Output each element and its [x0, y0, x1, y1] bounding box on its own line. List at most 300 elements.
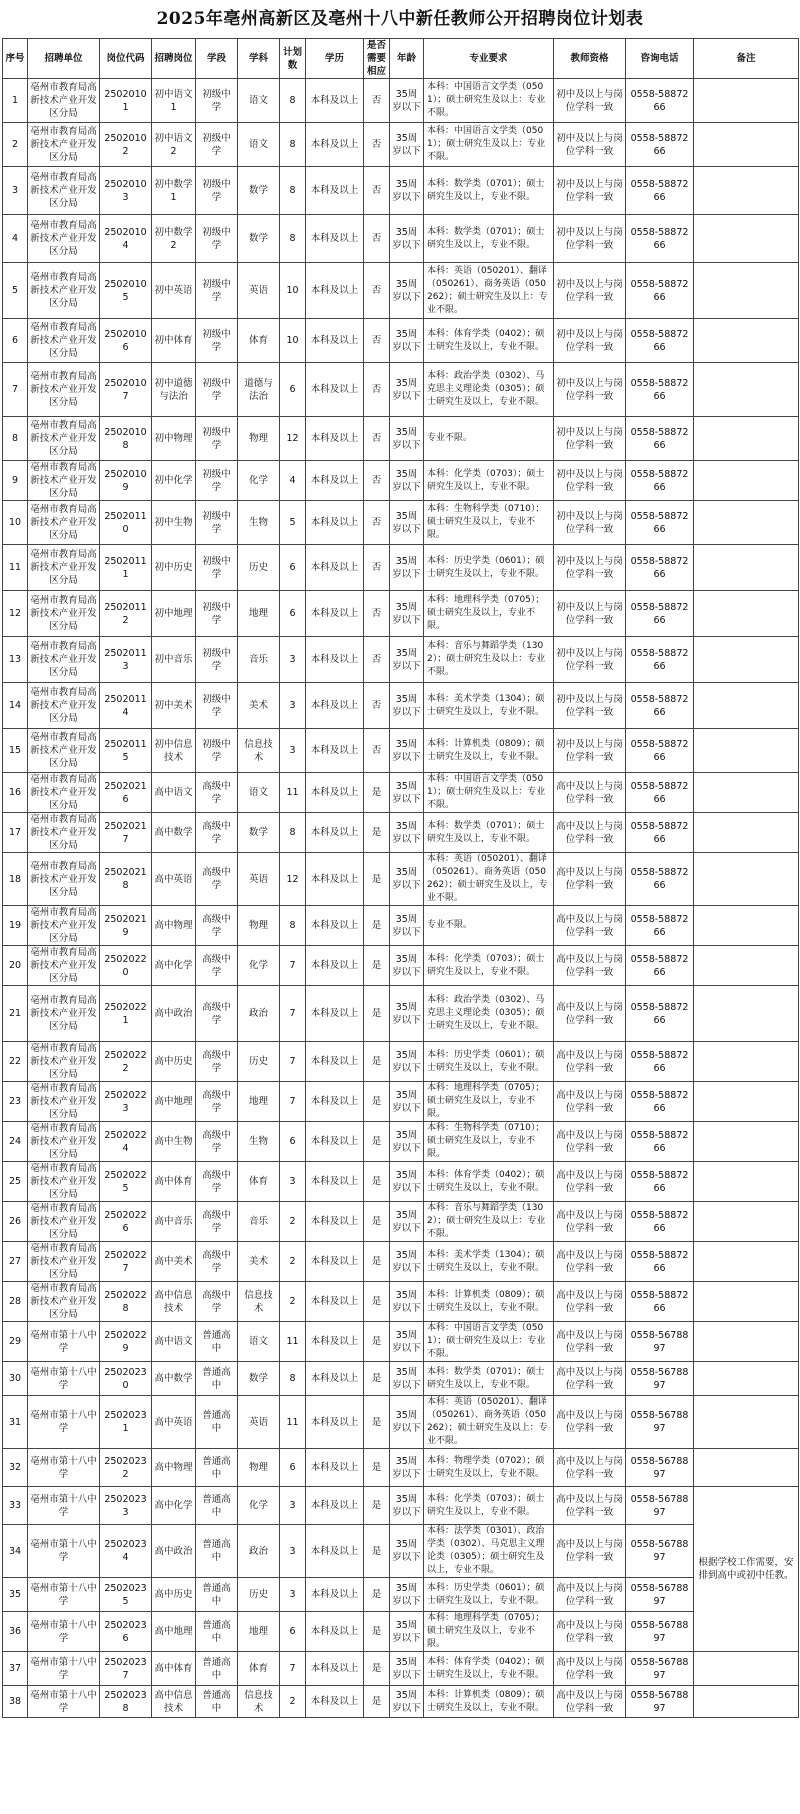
table-cell: 2 — [280, 1686, 306, 1718]
table-cell: 否 — [364, 215, 390, 263]
table-cell: 0558-5887266 — [626, 123, 694, 167]
table-cell: 35周岁以下 — [390, 986, 424, 1042]
table-row — [3, 263, 799, 319]
table-row — [3, 1487, 799, 1525]
table-cell: 35周岁以下 — [390, 906, 424, 946]
table-header-row — [3, 39, 799, 79]
table-cell: 12 — [280, 853, 306, 906]
table-cell: 美术 — [238, 1242, 280, 1282]
table-cell: 35周岁以下 — [390, 215, 424, 263]
table-cell: 高中语文 — [152, 773, 196, 813]
table-cell: 本科：历史学类（0601）；硕士研究生及以上，专业不限。 — [424, 1578, 554, 1612]
table-cell: 35周岁以下 — [390, 501, 424, 545]
table-cell: 物理 — [238, 417, 280, 461]
table-cell: 本科及以上 — [306, 363, 364, 417]
remark-empty-cell — [694, 1042, 799, 1082]
table-cell: 音乐 — [238, 1202, 280, 1242]
table-body — [3, 79, 799, 1718]
table-cell: 34 — [3, 1525, 28, 1578]
table-cell: 本科及以上 — [306, 545, 364, 591]
table-cell: 3 — [3, 167, 28, 215]
table-cell: 3 — [280, 637, 306, 683]
table-cell: 0558-5887266 — [626, 813, 694, 853]
table-cell: 本科：政治学类（0302）、马克思主义理论类（0305）；硕士研究生及以上，专业不限。 — [424, 363, 554, 417]
table-cell: 7 — [280, 1042, 306, 1082]
table-cell: 0558-5887266 — [626, 1242, 694, 1282]
table-cell: 11 — [280, 1396, 306, 1449]
table-cell: 数学 — [238, 215, 280, 263]
table-cell: 25020108 — [100, 417, 152, 461]
table-row — [3, 1282, 799, 1322]
table-row — [3, 1162, 799, 1202]
table-cell: 信息技术 — [238, 1282, 280, 1322]
table-cell: 初中体育 — [152, 319, 196, 363]
document-title: 2025年亳州高新区及亳州十八中新任教师公开招聘岗位计划表 — [156, 9, 644, 29]
remark-empty-cell — [694, 461, 799, 501]
table-cell: 否 — [364, 123, 390, 167]
column-header: 咨询电话 — [626, 39, 694, 79]
table-cell: 是 — [364, 1525, 390, 1578]
table-cell: 35周岁以下 — [390, 773, 424, 813]
table-cell: 亳州市教育局高新技术产业开发区分局 — [28, 319, 100, 363]
table-cell: 初级中学 — [196, 545, 238, 591]
table-cell: 本科及以上 — [306, 79, 364, 123]
column-header: 序号 — [3, 39, 28, 79]
table-cell: 高中数学 — [152, 1362, 196, 1396]
table-cell: 本科：英语（050201）、翻译（050261）、商务英语（050262）；硕士研究生及以上，专业不限。 — [424, 853, 554, 906]
table-cell: 35周岁以下 — [390, 946, 424, 986]
table-cell: 初中数学1 — [152, 167, 196, 215]
table-cell: 本科：数学类（0701）；硕士研究生及以上，专业不限。 — [424, 215, 554, 263]
table-row — [3, 683, 799, 729]
table-cell: 本科及以上 — [306, 1487, 364, 1525]
table-cell: 3 — [280, 1525, 306, 1578]
table-cell: 初中及以上与岗位学科一致 — [554, 363, 626, 417]
table-cell: 否 — [364, 417, 390, 461]
table-cell: 初中英语 — [152, 263, 196, 319]
table-cell: 11 — [280, 773, 306, 813]
table-cell: 16 — [3, 773, 28, 813]
table-cell: 6 — [3, 319, 28, 363]
table-cell: 历史 — [238, 545, 280, 591]
table-cell: 2 — [3, 123, 28, 167]
table-cell: 35周岁以下 — [390, 263, 424, 319]
table-cell: 语文 — [238, 123, 280, 167]
table-cell: 25020236 — [100, 1612, 152, 1652]
table-cell: 1 — [3, 79, 28, 123]
table-cell: 高中及以上与岗位学科一致 — [554, 1082, 626, 1122]
table-cell: 亳州市教育局高新技术产业开发区分局 — [28, 986, 100, 1042]
table-cell: 0558-5887266 — [626, 1082, 694, 1122]
table-cell: 是 — [364, 1282, 390, 1322]
column-header: 招聘单位 — [28, 39, 100, 79]
table-cell: 0558-5887266 — [626, 773, 694, 813]
table-cell: 初级中学 — [196, 637, 238, 683]
table-cell: 普通高中 — [196, 1322, 238, 1362]
table-cell: 25020224 — [100, 1122, 152, 1162]
table-cell: 本科：化学类（0703）；硕士研究生及以上，专业不限。 — [424, 946, 554, 986]
table-cell: 亳州市第十八中学 — [28, 1686, 100, 1718]
table-cell: 亳州市教育局高新技术产业开发区分局 — [28, 1042, 100, 1082]
table-row — [3, 813, 799, 853]
table-cell: 否 — [364, 501, 390, 545]
table-cell: 35周岁以下 — [390, 591, 424, 637]
table-cell: 0558-5678897 — [626, 1525, 694, 1578]
table-cell: 否 — [364, 319, 390, 363]
table-row — [3, 167, 799, 215]
table-cell: 专业不限。 — [424, 906, 554, 946]
table-cell: 亳州市教育局高新技术产业开发区分局 — [28, 215, 100, 263]
table-cell: 初级中学 — [196, 215, 238, 263]
table-cell: 本科及以上 — [306, 986, 364, 1042]
table-cell: 是 — [364, 813, 390, 853]
table-cell: 亳州市教育局高新技术产业开发区分局 — [28, 545, 100, 591]
table-cell: 本科：化学类（0703）；硕士研究生及以上，专业不限。 — [424, 461, 554, 501]
table-cell: 亳州市教育局高新技术产业开发区分局 — [28, 729, 100, 773]
column-header: 教师资格 — [554, 39, 626, 79]
table-cell: 高中及以上与岗位学科一致 — [554, 1612, 626, 1652]
table-cell: 0558-5887266 — [626, 1042, 694, 1082]
table-cell: 本科及以上 — [306, 215, 364, 263]
table-cell: 35周岁以下 — [390, 417, 424, 461]
table-row — [3, 1122, 799, 1162]
table-cell: 否 — [364, 591, 390, 637]
table-row — [3, 1449, 799, 1487]
table-cell: 是 — [364, 1652, 390, 1686]
table-cell: 33 — [3, 1487, 28, 1525]
table-cell: 信息技术 — [238, 729, 280, 773]
table-cell: 8 — [3, 417, 28, 461]
table-cell: 25020227 — [100, 1242, 152, 1282]
table-cell: 高中政治 — [152, 986, 196, 1042]
table-cell: 21 — [3, 986, 28, 1042]
remark-empty-cell — [694, 545, 799, 591]
table-cell: 地理 — [238, 1082, 280, 1122]
table-cell: 是 — [364, 1487, 390, 1525]
table-cell: 高中及以上与岗位学科一致 — [554, 1578, 626, 1612]
table-cell: 8 — [280, 1362, 306, 1396]
table-cell: 是 — [364, 906, 390, 946]
table-cell: 高中物理 — [152, 1449, 196, 1487]
table-cell: 普通高中 — [196, 1578, 238, 1612]
table-row — [3, 501, 799, 545]
column-header: 专业要求 — [424, 39, 554, 79]
table-cell: 25020101 — [100, 79, 152, 123]
table-cell: 本科：地理科学类（0705）；硕士研究生及以上，专业不限。 — [424, 1082, 554, 1122]
column-header: 岗位代码 — [100, 39, 152, 79]
table-cell: 本科及以上 — [306, 1686, 364, 1718]
table-cell: 高中及以上与岗位学科一致 — [554, 1686, 626, 1718]
column-header: 备注 — [694, 39, 799, 79]
table-cell: 初中及以上与岗位学科一致 — [554, 729, 626, 773]
table-cell: 英语 — [238, 1396, 280, 1449]
table-cell: 高中及以上与岗位学科一致 — [554, 773, 626, 813]
table-cell: 本科及以上 — [306, 906, 364, 946]
table-cell: 高级中学 — [196, 813, 238, 853]
table-cell: 普通高中 — [196, 1487, 238, 1525]
table-cell: 本科：化学类（0703）；硕士研究生及以上，专业不限。 — [424, 1487, 554, 1525]
table-cell: 0558-5678897 — [626, 1578, 694, 1612]
table-cell: 11 — [3, 545, 28, 591]
table-cell: 初级中学 — [196, 683, 238, 729]
table-cell: 高级中学 — [196, 853, 238, 906]
table-cell: 是 — [364, 1202, 390, 1242]
table-cell: 高中化学 — [152, 946, 196, 986]
table-cell: 初中及以上与岗位学科一致 — [554, 215, 626, 263]
table-cell: 35周岁以下 — [390, 167, 424, 215]
table-cell: 25020216 — [100, 773, 152, 813]
table-cell: 35周岁以下 — [390, 853, 424, 906]
table-cell: 35周岁以下 — [390, 1122, 424, 1162]
table-cell: 亳州市第十八中学 — [28, 1396, 100, 1449]
table-row — [3, 1042, 799, 1082]
remark-empty-cell — [694, 1162, 799, 1202]
table-cell: 初中及以上与岗位学科一致 — [554, 591, 626, 637]
table-cell: 高中及以上与岗位学科一致 — [554, 1162, 626, 1202]
table-cell: 5 — [280, 501, 306, 545]
table-cell: 地理 — [238, 591, 280, 637]
table-cell: 初级中学 — [196, 167, 238, 215]
table-cell: 25020106 — [100, 319, 152, 363]
table-cell: 本科及以上 — [306, 813, 364, 853]
table-cell: 亳州市第十八中学 — [28, 1322, 100, 1362]
table-cell: 本科及以上 — [306, 729, 364, 773]
remark-empty-cell — [694, 1082, 799, 1122]
remark-empty-cell — [694, 906, 799, 946]
table-cell: 高中历史 — [152, 1042, 196, 1082]
table-cell: 12 — [280, 417, 306, 461]
table-cell: 高中化学 — [152, 1487, 196, 1525]
table-cell: 本科及以上 — [306, 417, 364, 461]
table-cell: 否 — [364, 79, 390, 123]
table-row — [3, 1525, 799, 1578]
table-row — [3, 591, 799, 637]
table-cell: 初中美术 — [152, 683, 196, 729]
remark-empty-cell — [694, 1686, 799, 1718]
table-cell: 本科及以上 — [306, 1122, 364, 1162]
table-cell: 高中及以上与岗位学科一致 — [554, 1322, 626, 1362]
table-cell: 高级中学 — [196, 1242, 238, 1282]
remark-empty-cell — [694, 1122, 799, 1162]
table-cell: 本科及以上 — [306, 461, 364, 501]
table-cell: 18 — [3, 853, 28, 906]
table-cell: 35周岁以下 — [390, 1082, 424, 1122]
table-row — [3, 986, 799, 1042]
remark-empty-cell — [694, 986, 799, 1042]
table-cell: 31 — [3, 1396, 28, 1449]
table-cell: 信息技术 — [238, 1686, 280, 1718]
table-cell: 数学 — [238, 1362, 280, 1396]
table-cell: 本科：法学类（0301）、政治学类（0302）、马克思主义理论类（0305）；硕士研究生及以上，专业不限。 — [424, 1525, 554, 1578]
table-cell: 0558-5887266 — [626, 319, 694, 363]
table-cell: 35周岁以下 — [390, 545, 424, 591]
table-cell: 本科及以上 — [306, 773, 364, 813]
table-cell: 0558-5887266 — [626, 591, 694, 637]
table-cell: 本科及以上 — [306, 263, 364, 319]
table-cell: 地理 — [238, 1612, 280, 1652]
table-cell: 数学 — [238, 813, 280, 853]
table-cell: 3 — [280, 1162, 306, 1202]
table-cell: 普通高中 — [196, 1362, 238, 1396]
table-row — [3, 1082, 799, 1122]
table-cell: 是 — [364, 853, 390, 906]
table-cell: 35周岁以下 — [390, 1362, 424, 1396]
table-cell: 6 — [280, 1122, 306, 1162]
remark-empty-cell — [694, 501, 799, 545]
table-cell: 亳州市教育局高新技术产业开发区分局 — [28, 946, 100, 986]
table-cell: 25020238 — [100, 1686, 152, 1718]
table-cell: 高级中学 — [196, 1122, 238, 1162]
table-cell: 初中语文2 — [152, 123, 196, 167]
table-cell: 8 — [280, 167, 306, 215]
table-cell: 高级中学 — [196, 1162, 238, 1202]
table-cell: 亳州市第十八中学 — [28, 1652, 100, 1686]
table-cell: 高中音乐 — [152, 1202, 196, 1242]
table-cell: 高中及以上与岗位学科一致 — [554, 906, 626, 946]
table-cell: 初级中学 — [196, 461, 238, 501]
table-cell: 音乐 — [238, 637, 280, 683]
table-cell: 0558-5887266 — [626, 946, 694, 986]
table-cell: 亳州市教育局高新技术产业开发区分局 — [28, 591, 100, 637]
table-cell: 初中地理 — [152, 591, 196, 637]
table-cell: 37 — [3, 1652, 28, 1686]
table-cell: 7 — [280, 1082, 306, 1122]
table-cell: 体育 — [238, 1162, 280, 1202]
table-cell: 0558-5887266 — [626, 461, 694, 501]
table-cell: 7 — [280, 946, 306, 986]
table-cell: 35周岁以下 — [390, 1042, 424, 1082]
table-cell: 0558-5887266 — [626, 1282, 694, 1322]
remark-empty-cell — [694, 591, 799, 637]
table-cell: 0558-5887266 — [626, 683, 694, 729]
table-cell: 25020220 — [100, 946, 152, 986]
column-header: 学科 — [238, 39, 280, 79]
table-cell: 否 — [364, 167, 390, 215]
table-row — [3, 1242, 799, 1282]
table-cell: 亳州市教育局高新技术产业开发区分局 — [28, 263, 100, 319]
table-cell: 35周岁以下 — [390, 1525, 424, 1578]
remark-empty-cell — [694, 417, 799, 461]
table-cell: 本科及以上 — [306, 1449, 364, 1487]
table-cell: 初中及以上与岗位学科一致 — [554, 123, 626, 167]
table-cell: 24 — [3, 1122, 28, 1162]
table-cell: 35周岁以下 — [390, 683, 424, 729]
table-cell: 高级中学 — [196, 1042, 238, 1082]
table-row — [3, 363, 799, 417]
table-cell: 35周岁以下 — [390, 461, 424, 501]
table-cell: 35周岁以下 — [390, 1612, 424, 1652]
table-cell: 本科及以上 — [306, 1202, 364, 1242]
table-cell: 高级中学 — [196, 986, 238, 1042]
table-cell: 25020218 — [100, 853, 152, 906]
table-cell: 高中英语 — [152, 853, 196, 906]
table-cell: 亳州市教育局高新技术产业开发区分局 — [28, 1122, 100, 1162]
table-cell: 6 — [280, 363, 306, 417]
remark-empty-cell — [694, 683, 799, 729]
remark-cell: 根据学校工作需要，安排到高中或初中任教。 — [694, 1487, 799, 1652]
table-cell: 亳州市教育局高新技术产业开发区分局 — [28, 1082, 100, 1122]
table-row — [3, 417, 799, 461]
table-cell: 25020221 — [100, 986, 152, 1042]
table-cell: 高中信息技术 — [152, 1282, 196, 1322]
table-cell: 高中及以上与岗位学科一致 — [554, 1122, 626, 1162]
table-cell: 是 — [364, 946, 390, 986]
table-cell: 高中及以上与岗位学科一致 — [554, 1487, 626, 1525]
table-cell: 亳州市教育局高新技术产业开发区分局 — [28, 1242, 100, 1282]
table-cell: 初级中学 — [196, 363, 238, 417]
table-cell: 高中及以上与岗位学科一致 — [554, 853, 626, 906]
table-cell: 35周岁以下 — [390, 1686, 424, 1718]
table-cell: 本科：数学类（0701）；硕士研究生及以上，专业不限。 — [424, 1362, 554, 1396]
table-cell: 本科：体育学类（0402）；硕士研究生及以上，专业不限。 — [424, 319, 554, 363]
table-cell: 初级中学 — [196, 417, 238, 461]
table-cell: 35周岁以下 — [390, 1652, 424, 1686]
table-cell: 初级中学 — [196, 501, 238, 545]
table-cell: 亳州市教育局高新技术产业开发区分局 — [28, 853, 100, 906]
table-row — [3, 79, 799, 123]
table-cell: 历史 — [238, 1042, 280, 1082]
table-cell: 否 — [364, 637, 390, 683]
table-cell: 8 — [280, 906, 306, 946]
table-cell: 8 — [280, 123, 306, 167]
table-cell: 体育 — [238, 1652, 280, 1686]
table-cell: 13 — [3, 637, 28, 683]
table-cell: 是 — [364, 1042, 390, 1082]
table-cell: 化学 — [238, 461, 280, 501]
table-cell: 否 — [364, 461, 390, 501]
table-cell: 0558-5887266 — [626, 986, 694, 1042]
table-cell: 初级中学 — [196, 729, 238, 773]
table-cell: 初中及以上与岗位学科一致 — [554, 683, 626, 729]
table-cell: 初中历史 — [152, 545, 196, 591]
remark-empty-cell — [694, 813, 799, 853]
table-cell: 初中信息技术 — [152, 729, 196, 773]
remark-empty-cell — [694, 946, 799, 986]
table-cell: 亳州市第十八中学 — [28, 1525, 100, 1578]
table-cell: 本科：数学类（0701）；硕士研究生及以上，专业不限。 — [424, 167, 554, 215]
table-cell: 初级中学 — [196, 123, 238, 167]
table-cell: 本科：生物科学类（0710）；硕士研究生及以上，专业不限。 — [424, 501, 554, 545]
table-cell: 亳州市教育局高新技术产业开发区分局 — [28, 167, 100, 215]
table-cell: 初级中学 — [196, 319, 238, 363]
remark-empty-cell — [694, 729, 799, 773]
table-cell: 亳州市教育局高新技术产业开发区分局 — [28, 683, 100, 729]
recruitment-table — [2, 38, 799, 1718]
table-row — [3, 1202, 799, 1242]
remark-empty-cell — [694, 1202, 799, 1242]
table-cell: 本科及以上 — [306, 1242, 364, 1282]
table-cell: 25020231 — [100, 1396, 152, 1449]
table-cell: 26 — [3, 1202, 28, 1242]
table-cell: 亳州市教育局高新技术产业开发区分局 — [28, 363, 100, 417]
table-cell: 7 — [280, 1652, 306, 1686]
table-cell: 高中及以上与岗位学科一致 — [554, 1525, 626, 1578]
table-cell: 2 — [280, 1282, 306, 1322]
table-cell: 亳州市教育局高新技术产业开发区分局 — [28, 813, 100, 853]
remark-empty-cell — [694, 773, 799, 813]
table-cell: 语文 — [238, 773, 280, 813]
table-cell: 亳州市教育局高新技术产业开发区分局 — [28, 906, 100, 946]
table-cell: 本科：中国语言文学类（0501）；硕士研究生及以上：专业不限。 — [424, 1322, 554, 1362]
table-cell: 本科及以上 — [306, 1578, 364, 1612]
column-header: 计划数 — [280, 39, 306, 79]
table-cell: 本科：计算机类（0809）；硕士研究生及以上，专业不限。 — [424, 1282, 554, 1322]
table-cell: 25020234 — [100, 1525, 152, 1578]
table-cell: 8 — [280, 79, 306, 123]
table-row — [3, 319, 799, 363]
table-cell: 7 — [3, 363, 28, 417]
table-cell: 35周岁以下 — [390, 1578, 424, 1612]
